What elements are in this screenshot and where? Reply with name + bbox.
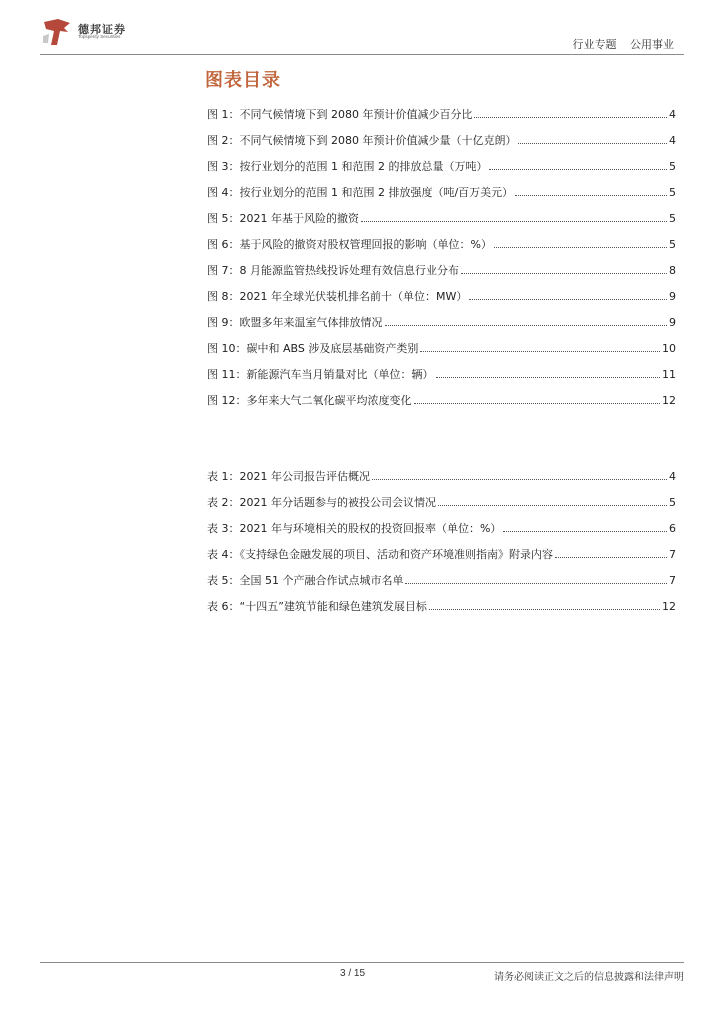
dot-leader bbox=[414, 403, 661, 404]
figure-entry[interactable] bbox=[207, 153, 676, 179]
figure-entry[interactable] bbox=[207, 231, 676, 257]
dot-leader bbox=[385, 325, 668, 326]
figure-entry-page: 5 bbox=[669, 159, 676, 173]
figure-entry-label: 图 6：基于风险的撤资对股权管理回报的影响（单位：%） bbox=[207, 238, 492, 251]
table-list bbox=[207, 463, 676, 619]
table-entry-label: 表 1：2021 年公司报告评估概况 bbox=[207, 470, 370, 483]
table-entry-label: 表 3：2021 年与环境相关的股权的投资回报率（单位：%） bbox=[207, 522, 502, 535]
dot-leader bbox=[438, 505, 667, 506]
figure-entry[interactable] bbox=[207, 205, 676, 231]
page-title: 图表目录 bbox=[205, 70, 281, 91]
figure-entry[interactable] bbox=[207, 127, 676, 153]
page-number: 3 / 15 bbox=[340, 968, 366, 979]
table-entry[interactable] bbox=[207, 515, 676, 541]
header-divider bbox=[40, 54, 684, 55]
dot-leader bbox=[503, 531, 667, 532]
table-entry[interactable] bbox=[207, 593, 676, 619]
table-entry-label: 表 6：“十四五”建筑节能和绿色建筑发展目标 bbox=[207, 600, 427, 613]
figure-entry[interactable] bbox=[207, 309, 676, 335]
dot-leader bbox=[372, 479, 667, 480]
logo-chinese-name: 德邦证券 bbox=[78, 22, 126, 36]
footer-divider bbox=[40, 962, 684, 963]
dot-leader bbox=[489, 169, 667, 170]
figure-entry[interactable] bbox=[207, 387, 676, 413]
figure-entry-page: 9 bbox=[669, 315, 676, 329]
table-entry[interactable] bbox=[207, 489, 676, 515]
company-logo bbox=[40, 16, 126, 48]
dot-leader bbox=[555, 557, 667, 558]
figure-entry-page: 10 bbox=[662, 341, 676, 355]
dot-leader bbox=[494, 247, 667, 248]
dot-leader bbox=[420, 351, 660, 352]
dot-leader bbox=[405, 583, 667, 584]
table-entry-label: 表 5：全国 51 个产融合作试点城市名单 bbox=[207, 574, 404, 587]
table-entry-page: 5 bbox=[669, 495, 676, 509]
figure-entry[interactable] bbox=[207, 101, 676, 127]
figure-entry[interactable] bbox=[207, 179, 676, 205]
figure-entry-label: 图 10：碳中和 ABS 涉及底层基础资产类别 bbox=[207, 342, 419, 355]
figure-entry-page: 11 bbox=[662, 367, 676, 381]
figure-entry-page: 4 bbox=[669, 133, 676, 147]
legal-disclaimer: 请务必阅读正文之后的信息披露和法律声明 bbox=[494, 972, 684, 983]
logo-english-name: Topsperity Securities bbox=[78, 34, 121, 40]
figure-entry-label: 图 8：2021 年全球光伏装机排名前十（单位：MW） bbox=[207, 290, 468, 303]
figure-entry[interactable] bbox=[207, 283, 676, 309]
figure-entry-page: 5 bbox=[669, 237, 676, 251]
table-entry[interactable] bbox=[207, 541, 676, 567]
table-entry-page: 12 bbox=[662, 599, 676, 613]
figure-entry-label: 图 2：不同气候情境下到 2080 年预计价值减少量（十亿克朗） bbox=[207, 134, 517, 147]
figure-entry-label: 图 9：欧盟多年来温室气体排放情况 bbox=[207, 316, 383, 329]
figure-entry[interactable] bbox=[207, 361, 676, 387]
report-category: 行业专题 bbox=[572, 38, 617, 51]
dot-leader bbox=[474, 117, 667, 118]
figure-entry-page: 4 bbox=[669, 107, 676, 121]
table-entry[interactable] bbox=[207, 567, 676, 593]
figure-entry-label: 图 5：2021 年基于风险的撤资 bbox=[207, 212, 359, 225]
dot-leader bbox=[461, 273, 667, 274]
figure-entry-page: 9 bbox=[669, 289, 676, 303]
table-entry-page: 7 bbox=[669, 547, 676, 561]
dot-leader bbox=[429, 609, 660, 610]
figure-entry-page: 5 bbox=[669, 211, 676, 225]
dot-leader bbox=[518, 143, 667, 144]
company-logo-icon bbox=[40, 16, 74, 48]
report-sector: 公用事业 bbox=[630, 38, 674, 51]
table-entry-label: 表 4：《支持绿色金融发展的项目、活动和资产环境准则指南》附录内容 bbox=[207, 548, 553, 561]
dot-leader bbox=[436, 377, 661, 378]
figure-entry[interactable] bbox=[207, 257, 676, 283]
figure-entry-label: 图 7：8 月能源监管热线投诉处理有效信息行业分布 bbox=[207, 264, 459, 277]
table-entry-label: 表 2：2021 年分话题参与的被投公司会议情况 bbox=[207, 496, 436, 509]
figure-entry-page: 12 bbox=[662, 393, 676, 407]
figure-entry-label: 图 11：新能源汽车当月销量对比（单位：辆） bbox=[207, 368, 434, 381]
figure-entry-page: 5 bbox=[669, 185, 676, 199]
figure-entry-label: 图 4：按行业划分的范围 1 和范围 2 排放强度（吨/百万美元） bbox=[207, 186, 514, 199]
dot-leader bbox=[469, 299, 667, 300]
table-entry-page: 4 bbox=[669, 469, 676, 483]
figure-entry-label: 图 12：多年来大气二氧化碳平均浓度变化 bbox=[207, 394, 412, 407]
figure-entry-label: 图 1：不同气候情境下到 2080 年预计价值减少百分比 bbox=[207, 108, 473, 121]
table-entry-page: 6 bbox=[669, 521, 676, 535]
dot-leader bbox=[515, 195, 667, 196]
table-entry-page: 7 bbox=[669, 573, 676, 587]
header-tags bbox=[563, 36, 675, 52]
dot-leader bbox=[361, 221, 667, 222]
figure-list bbox=[207, 101, 676, 413]
table-entry[interactable] bbox=[207, 463, 676, 489]
figure-entry[interactable] bbox=[207, 335, 676, 361]
figure-entry-label: 图 3：按行业划分的范围 1 和范围 2 的排放总量（万吨） bbox=[207, 160, 488, 173]
figure-entry-page: 8 bbox=[669, 263, 676, 277]
